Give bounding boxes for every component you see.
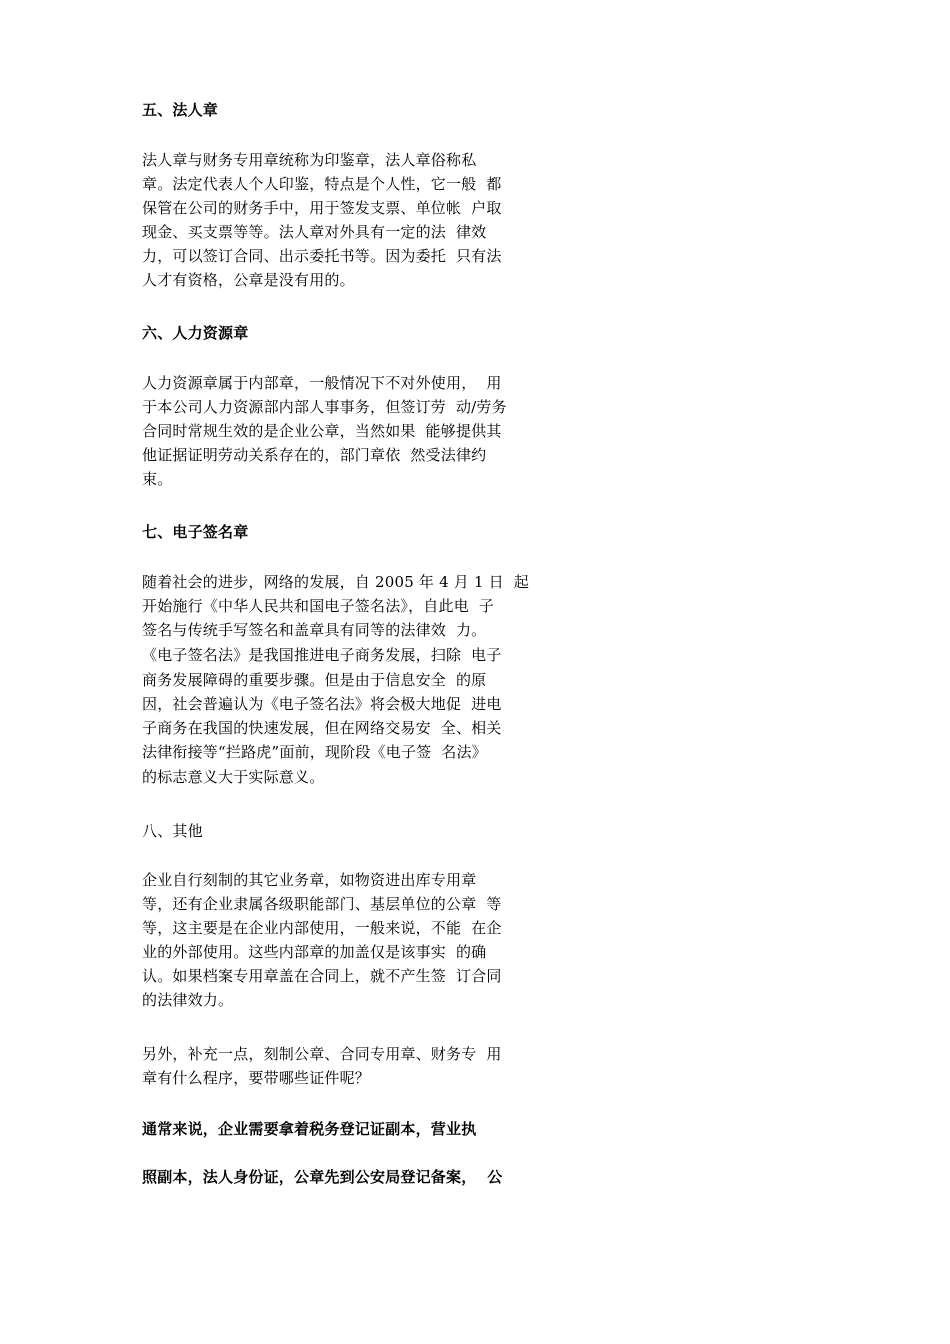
section5-line: 力，可以签订合同、出示委托书等。因为委托 只有法 xyxy=(142,247,502,265)
section7-line: 《电子签名法》是我国推进电子商务发展，扫除 电子 xyxy=(142,646,502,664)
section7-heading: 七、电子签名章 xyxy=(142,523,249,541)
section7-line: 的标志意义大于实际意义。 xyxy=(142,768,325,786)
answer-line: 照副本，法人身份证，公章先到公安局登记备案， 公 xyxy=(142,1168,503,1186)
section8-line: 业的外部使用。这些内部章的加盖仅是该事实 的确 xyxy=(142,943,487,961)
supplement-line: 章有什么程序，要带哪些证件呢？ xyxy=(142,1069,371,1087)
section8-line: 企业自行刻制的其它业务章，如物资进出库专用章 xyxy=(142,871,477,889)
section8-line: 等，这主要是在企业内部使用，一般来说，不能 在企 xyxy=(142,919,502,937)
section5-line: 保管在公司的财务手中，用于签发支票、单位帐 户取 xyxy=(142,199,502,217)
section6-line: 于本公司人力资源部内部人事事务，但签订劳 动/劳务 xyxy=(142,398,507,416)
section6-line: 束。 xyxy=(142,470,173,488)
section5-line: 章。法定代表人个人印鉴，特点是个人性，它一般 都 xyxy=(142,175,502,193)
section8-heading: 八、其他 xyxy=(142,822,203,840)
section7-line: 因，社会普遍认为《电子签名法》将会极大地促 进电 xyxy=(142,695,502,713)
section7-line: 开始施行《中华人民共和国电子签名法》，自此电 子 xyxy=(142,597,495,615)
section5-heading: 五、法人章 xyxy=(142,101,219,119)
section7-line: 商务发展障碍的重要步骤。但是由于信息安全 的原 xyxy=(142,671,487,689)
section7-line: 法律衔接等“拦路虎”面前，现阶段《电子签 名法》 xyxy=(142,743,487,761)
section7-line: 随着社会的进步，网络的发展，自 2005 年 4 月 1 日 起 xyxy=(142,573,530,591)
section8-line: 等，还有企业隶属各级职能部门、基层单位的公章 等 xyxy=(142,895,502,913)
answer-line: 通常来说，企业需要拿着税务登记证副本，营业执 xyxy=(142,1120,477,1138)
section5-line: 现金、买支票等等。法人章对外具有一定的法 律效 xyxy=(142,223,487,241)
section5-line: 人才有资格，公章是没有用的。 xyxy=(142,271,355,289)
section5-line: 法人章与财务专用章统称为印鉴章，法人章俗称私 xyxy=(142,151,477,169)
section6-line: 人力资源章属于内部章，一般情况下不对外使用， 用 xyxy=(142,374,502,392)
section6-heading: 六、人力资源章 xyxy=(142,324,249,342)
section7-line: 签名与传统手写签名和盖章具有同等的法律效 力。 xyxy=(142,621,487,639)
section6-line: 合同时常规生效的是企业公章，当然如果 能够提供其 xyxy=(142,422,502,440)
section8-line: 认。如果档案专用章盖在合同上，就不产生签 订合同 xyxy=(142,967,502,985)
section6-line: 他证据证明劳动关系存在的，部门章依 然受法律约 xyxy=(142,446,487,464)
supplement-line: 另外，补充一点，刻制公章、合同专用章、财务专 用 xyxy=(142,1045,502,1063)
section8-line: 的法律效力。 xyxy=(142,991,234,1009)
section7-line: 子商务在我国的快速发展，但在网络交易安 全、相关 xyxy=(142,719,502,737)
